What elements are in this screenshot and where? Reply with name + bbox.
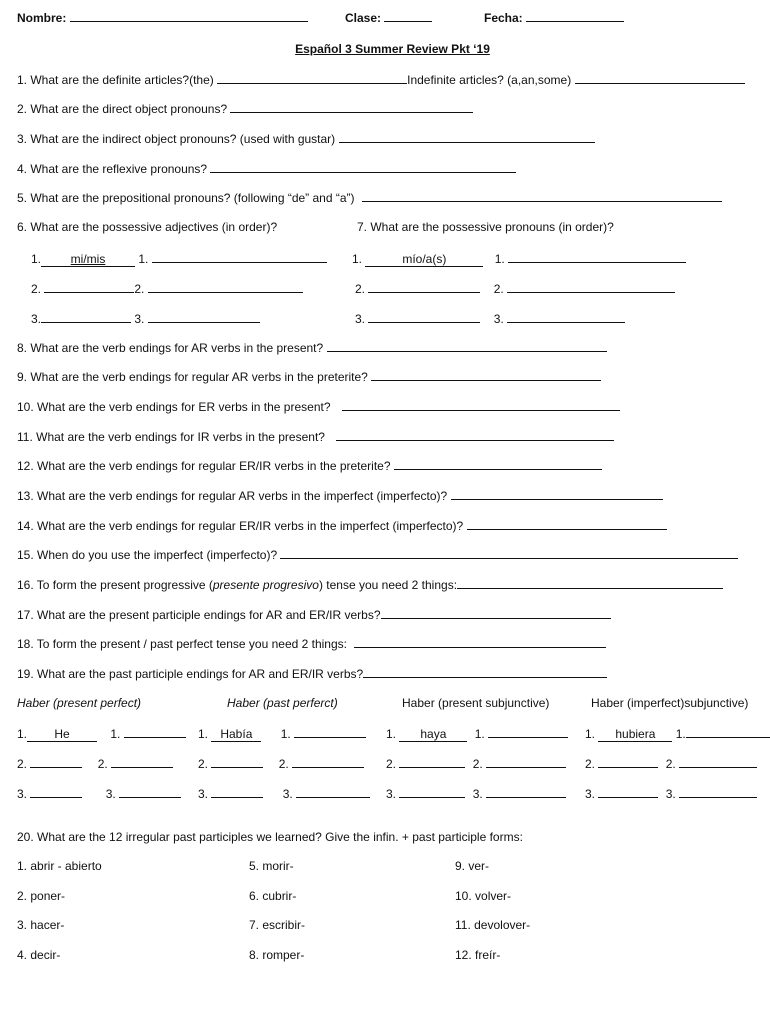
row-number: 1.: [675, 727, 686, 741]
participle-item: 1. abrir - abierto: [17, 859, 102, 873]
question-3: [17, 131, 595, 146]
participle-item: 6. cubrir-: [249, 889, 297, 903]
question-18-text: 18. To form the present / past perfect tense you need 2 things:: [17, 637, 347, 651]
question-4-text: 4. What are the reflexive pronouns?: [17, 162, 208, 176]
haber-blank[interactable]: [598, 786, 658, 798]
poss-pron-blank[interactable]: [368, 311, 480, 323]
row-number: 3.: [355, 312, 366, 326]
haber-haya-example[interactable]: [399, 728, 467, 742]
poss-adj-blank[interactable]: [152, 251, 327, 263]
fecha-label: Fecha:: [484, 11, 523, 25]
clase-field[interactable]: [345, 10, 432, 25]
question-15: [17, 547, 738, 562]
question-16-blank[interactable]: [457, 577, 723, 589]
question-9: [17, 369, 601, 384]
question-8: [17, 340, 607, 355]
question-19-text: 19. What are the past participle endings for AR and ER/IR verbs?: [17, 667, 364, 681]
participle-item: 4. decir-: [17, 948, 61, 962]
haber-blank[interactable]: [488, 726, 568, 738]
poss-adj-example[interactable]: [41, 253, 135, 267]
row-number: 3.: [198, 787, 209, 801]
poss-adj-row-3: [31, 311, 260, 326]
question-14-blank[interactable]: [467, 518, 667, 530]
row-number: 1.: [138, 252, 149, 266]
row-number: 3.: [17, 787, 28, 801]
question-4: [17, 161, 516, 176]
haber-blank[interactable]: [399, 786, 465, 798]
haber-row-3-col-2: [198, 786, 370, 801]
haber-blank[interactable]: [124, 726, 186, 738]
row-number: 2.: [386, 757, 397, 771]
haber-present-subjunctive-heading: Haber (present subjunctive): [402, 696, 550, 710]
clase-label: Clase:: [345, 11, 382, 25]
question-17: [17, 607, 611, 622]
haber-imperfect-subjunctive-heading: Haber (imperfect)subjunctive): [591, 696, 749, 710]
participle-item: 3. hacer-: [17, 918, 65, 932]
poss-pron-blank[interactable]: [508, 251, 686, 263]
row-number: 1.: [494, 252, 505, 266]
clase-blank[interactable]: [384, 10, 432, 22]
haber-blank[interactable]: [30, 786, 82, 798]
question-15-text: 15. When do you use the imperfect (imperfecto)?: [17, 548, 278, 562]
question-11: [17, 429, 614, 444]
question-8-text: 8. What are the verb endings for AR verbs in the present?: [17, 341, 324, 355]
question-1-text: 1. What are the definite articles?(the): [17, 73, 214, 87]
haber-row-2-col-1: [17, 756, 173, 771]
poss-pron-blank[interactable]: [368, 281, 480, 293]
row-number: 3.: [386, 787, 397, 801]
question-1-blank-indefinite[interactable]: [575, 72, 745, 84]
row-number: 2.: [97, 757, 108, 771]
poss-pron-row-2: [355, 281, 675, 296]
question-2: [17, 101, 473, 116]
row-number: 1.: [110, 727, 121, 741]
question-10-text: 10. What are the verb endings for ER verbs in the present?: [17, 400, 331, 414]
haber-blank[interactable]: [686, 726, 770, 738]
fecha-field[interactable]: [484, 10, 624, 25]
haber-row-2-col-3: [386, 756, 566, 771]
question-13: [17, 488, 663, 503]
participle-item: 7. escribir-: [249, 918, 306, 932]
poss-adj-example-text: mi/mis: [70, 252, 106, 266]
haber-blank[interactable]: [296, 786, 370, 798]
row-number: 3.: [282, 787, 293, 801]
haber-blank[interactable]: [211, 786, 263, 798]
participle-item: 10. volver-: [455, 889, 512, 903]
haber-haya-example-text: haya: [420, 727, 447, 741]
row-number: 1.: [17, 727, 28, 741]
haber-row-1-col-2: [198, 726, 366, 742]
row-number: 2.: [198, 757, 209, 771]
participle-item: 8. romper-: [249, 948, 305, 962]
question-13-blank[interactable]: [451, 488, 663, 500]
row-number: 3.: [585, 787, 596, 801]
question-8-blank[interactable]: [327, 340, 607, 352]
participle-item: 5. morir-: [249, 859, 294, 873]
row-number: 2.: [472, 757, 483, 771]
haber-blank[interactable]: [211, 756, 263, 768]
question-12-text: 12. What are the verb endings for regular ER/IR verbs in the preterite?: [17, 459, 391, 473]
question-1-text2: Indefinite articles? (a,an,some): [407, 73, 572, 87]
question-16-text-italic: presente progresivo: [212, 578, 319, 592]
question-11-text: 11. What are the verb endings for IR verbs in the present?: [17, 430, 325, 444]
row-number: 3.: [134, 312, 145, 326]
question-16: [17, 577, 723, 592]
question-6: 6. What are the possessive adjectives (in order)?: [17, 220, 278, 234]
poss-pron-row-3: [355, 311, 625, 326]
poss-pron-blank[interactable]: [507, 281, 675, 293]
haber-row-1-col-3: [386, 726, 568, 742]
question-4-blank[interactable]: [210, 161, 516, 173]
question-3-blank[interactable]: [339, 131, 595, 143]
row-number: 3.: [31, 312, 42, 326]
question-18-blank[interactable]: [354, 636, 606, 648]
haber-row-1-col-4: [585, 726, 770, 742]
question-5-blank[interactable]: [362, 190, 722, 202]
haber-habia-example[interactable]: [211, 728, 261, 742]
haber-blank[interactable]: [679, 756, 757, 768]
poss-adj-row-1: [31, 251, 327, 267]
row-number: 2.: [134, 282, 145, 296]
haber-blank[interactable]: [111, 756, 173, 768]
question-10-blank[interactable]: [342, 399, 620, 411]
haber-he-example[interactable]: [27, 728, 97, 742]
row-number: 2.: [665, 757, 676, 771]
haber-blank[interactable]: [598, 756, 658, 768]
row-number: 3.: [493, 312, 504, 326]
question-16-text-pre: 16. To form the present progressive (: [17, 578, 213, 592]
question-11-blank[interactable]: [336, 429, 614, 441]
poss-pron-blank[interactable]: [507, 311, 625, 323]
question-2-text: 2. What are the direct object pronouns?: [17, 102, 228, 116]
row-number: 2.: [585, 757, 596, 771]
question-2-blank[interactable]: [230, 101, 473, 113]
question-5-text: 5. What are the prepositional pronouns? (following “de” and “a”): [17, 191, 355, 205]
haber-hubiera-example[interactable]: [598, 728, 672, 742]
row-number: 2.: [493, 282, 504, 296]
question-14: [17, 518, 667, 533]
question-13-text: 13. What are the verb endings for regular AR verbs in the imperfect (imperfecto)?: [17, 489, 448, 503]
poss-adj-blank[interactable]: [148, 311, 260, 323]
row-number: 1.: [585, 727, 596, 741]
haber-row-2-col-2: [198, 756, 364, 771]
fecha-blank[interactable]: [526, 10, 624, 22]
row-number: 1.: [474, 727, 485, 741]
haber-habia-example-text: Había: [220, 727, 253, 741]
row-number: 2.: [31, 282, 42, 296]
question-17-blank[interactable]: [381, 607, 611, 619]
haber-row-3-col-4: [585, 786, 757, 801]
question-17-text: 17. What are the present participle endings for AR and ER/IR verbs?: [17, 608, 381, 622]
page-title: Español 3 Summer Review Pkt ‘19: [295, 42, 490, 56]
nombre-field[interactable]: [17, 10, 308, 25]
haber-blank[interactable]: [30, 756, 82, 768]
question-1: [17, 72, 745, 87]
haber-blank[interactable]: [119, 786, 181, 798]
haber-row-1-col-1: [17, 726, 186, 742]
row-number: 2.: [17, 757, 28, 771]
participle-item: 2. poner-: [17, 889, 66, 903]
row-number: 2.: [278, 757, 289, 771]
row-number: 2.: [355, 282, 366, 296]
haber-blank[interactable]: [399, 756, 465, 768]
question-5: [17, 190, 722, 205]
row-number: 3.: [472, 787, 483, 801]
question-1-blank-definite[interactable]: [217, 72, 407, 84]
question-19: [17, 666, 607, 681]
question-12-blank[interactable]: [394, 458, 602, 470]
question-7: 7. What are the possessive pronouns (in order)?: [357, 220, 614, 234]
question-14-text: 14. What are the verb endings for regular ER/IR verbs in the imperfect (imperfecto)?: [17, 519, 464, 533]
row-number: 1.: [386, 727, 397, 741]
participle-item: 11. devolover-: [455, 918, 531, 932]
question-12: [17, 458, 602, 473]
row-number: 3.: [105, 787, 116, 801]
haber-row-2-col-4: [585, 756, 757, 771]
row-number: 1.: [352, 252, 363, 266]
poss-adj-blank[interactable]: [41, 311, 131, 323]
haber-he-example-text: He: [54, 727, 70, 741]
row-number: 3.: [665, 787, 676, 801]
question-15-blank[interactable]: [280, 547, 738, 559]
question-20: 20. What are the 12 irregular past participles we learned? Give the infin. + past participle forms:: [17, 830, 523, 844]
haber-row-3-col-1: [17, 786, 181, 801]
poss-pron-row-1: [352, 251, 686, 267]
question-9-text: 9. What are the verb endings for regular AR verbs in the preterite?: [17, 370, 368, 384]
question-10: [17, 399, 620, 414]
question-9-blank[interactable]: [371, 369, 601, 381]
haber-blank[interactable]: [294, 726, 366, 738]
participle-item: 12. freír-: [455, 948, 501, 962]
haber-present-perfect-heading: Haber (present perfect): [17, 696, 142, 710]
poss-adj-blank[interactable]: [44, 281, 134, 293]
nombre-label: Nombre:: [17, 11, 67, 25]
poss-adj-blank[interactable]: [148, 281, 303, 293]
haber-row-3-col-3: [386, 786, 566, 801]
poss-adj-row-2: [31, 281, 303, 296]
row-number: 1.: [31, 252, 42, 266]
question-3-text: 3. What are the indirect object pronouns? (used with gustar): [17, 132, 336, 146]
poss-pron-example[interactable]: [365, 253, 483, 267]
participle-item: 9. ver-: [455, 859, 490, 873]
haber-blank[interactable]: [486, 756, 566, 768]
question-18: [17, 636, 606, 651]
haber-hubiera-example-text: hubiera: [615, 727, 656, 741]
row-number: 1.: [280, 727, 291, 741]
haber-blank[interactable]: [292, 756, 364, 768]
haber-past-perfect-heading: Haber (past perferct): [227, 696, 338, 710]
poss-pron-example-text: mío/a(s): [402, 252, 447, 266]
haber-blank[interactable]: [679, 786, 757, 798]
haber-blank[interactable]: [486, 786, 566, 798]
question-16-text-post: ) tense you need 2 things:: [318, 578, 458, 592]
nombre-blank[interactable]: [70, 10, 308, 22]
question-19-blank[interactable]: [363, 666, 607, 678]
row-number: 1.: [198, 727, 209, 741]
